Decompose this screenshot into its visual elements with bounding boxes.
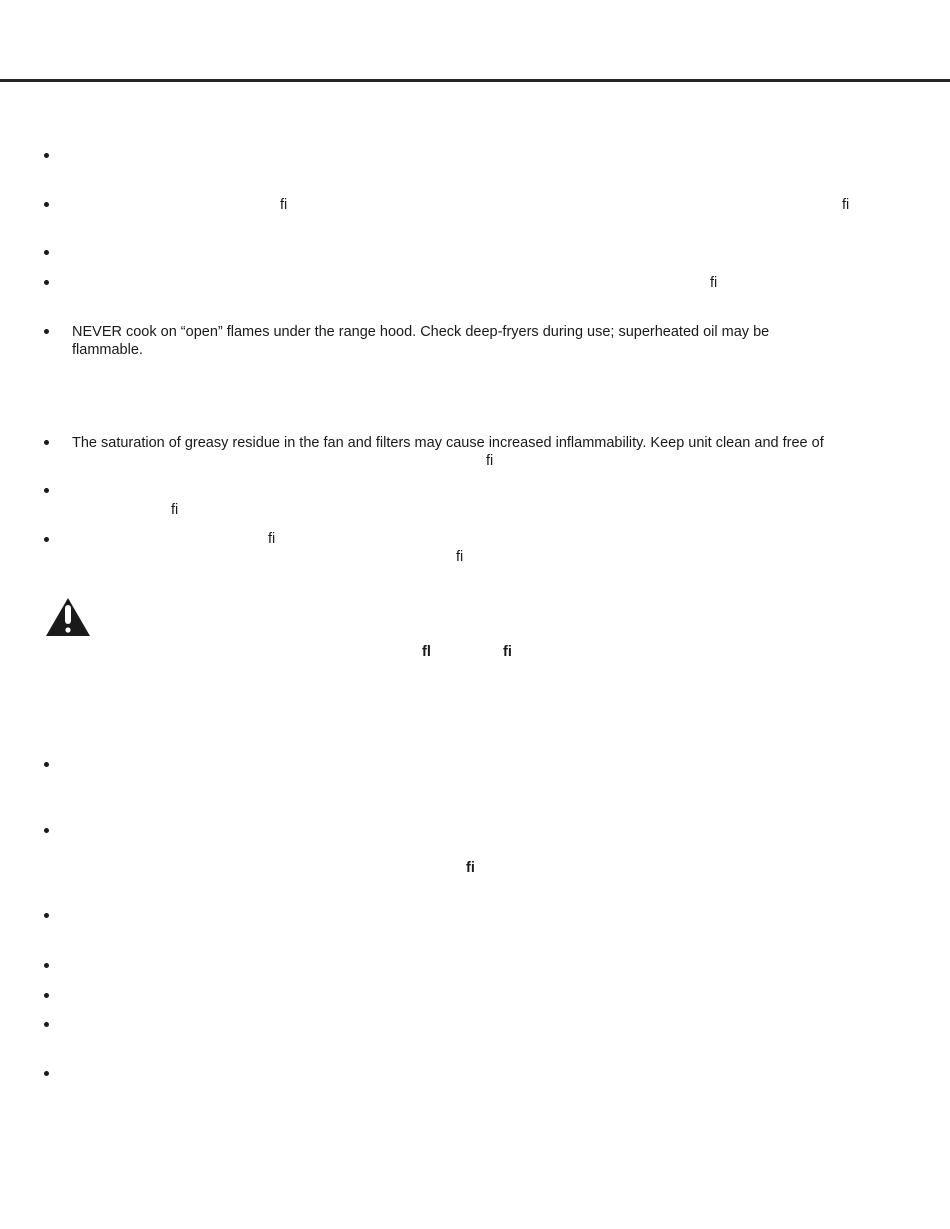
bullet: [44, 762, 52, 770]
bullet: [44, 488, 52, 496]
bullet: [44, 440, 52, 448]
text-fragment: fi: [710, 275, 718, 291]
text-fragment: fi: [280, 197, 288, 213]
bullet: [44, 537, 52, 545]
bullet: [44, 280, 52, 288]
bullet: [44, 828, 52, 836]
text-fragment: fi: [486, 453, 494, 469]
text-fragment: fi: [842, 197, 850, 213]
bullet: [44, 153, 52, 161]
open-flames-warning-line-1: NEVER cook on “open” flames under the range hood. Check deep-fryers during use; superheated oil may be: [72, 324, 770, 340]
bullet: [44, 993, 52, 1001]
header-rule: [0, 79, 950, 82]
bullet: [44, 250, 52, 258]
bullet: [44, 913, 52, 921]
warning-triangle-icon: [45, 597, 91, 637]
bullet: [44, 329, 52, 337]
text-fragment: fi: [503, 644, 512, 660]
bullet: [44, 1071, 52, 1079]
text-fragment: fi: [268, 531, 276, 547]
text-fragment: fl: [422, 644, 431, 660]
bullet: [44, 1022, 52, 1030]
grease-warning-line-1: The saturation of greasy residue in the fan and filters may cause increased inflammability. Keep unit clean and free of: [72, 435, 824, 451]
text-fragment: fi: [456, 549, 464, 565]
bullet: [44, 202, 52, 210]
text-fragment: fi: [171, 502, 179, 518]
text-fragment: fi: [466, 860, 475, 876]
open-flames-warning-line-2: flammable.: [72, 342, 143, 358]
bullet: [44, 963, 52, 971]
